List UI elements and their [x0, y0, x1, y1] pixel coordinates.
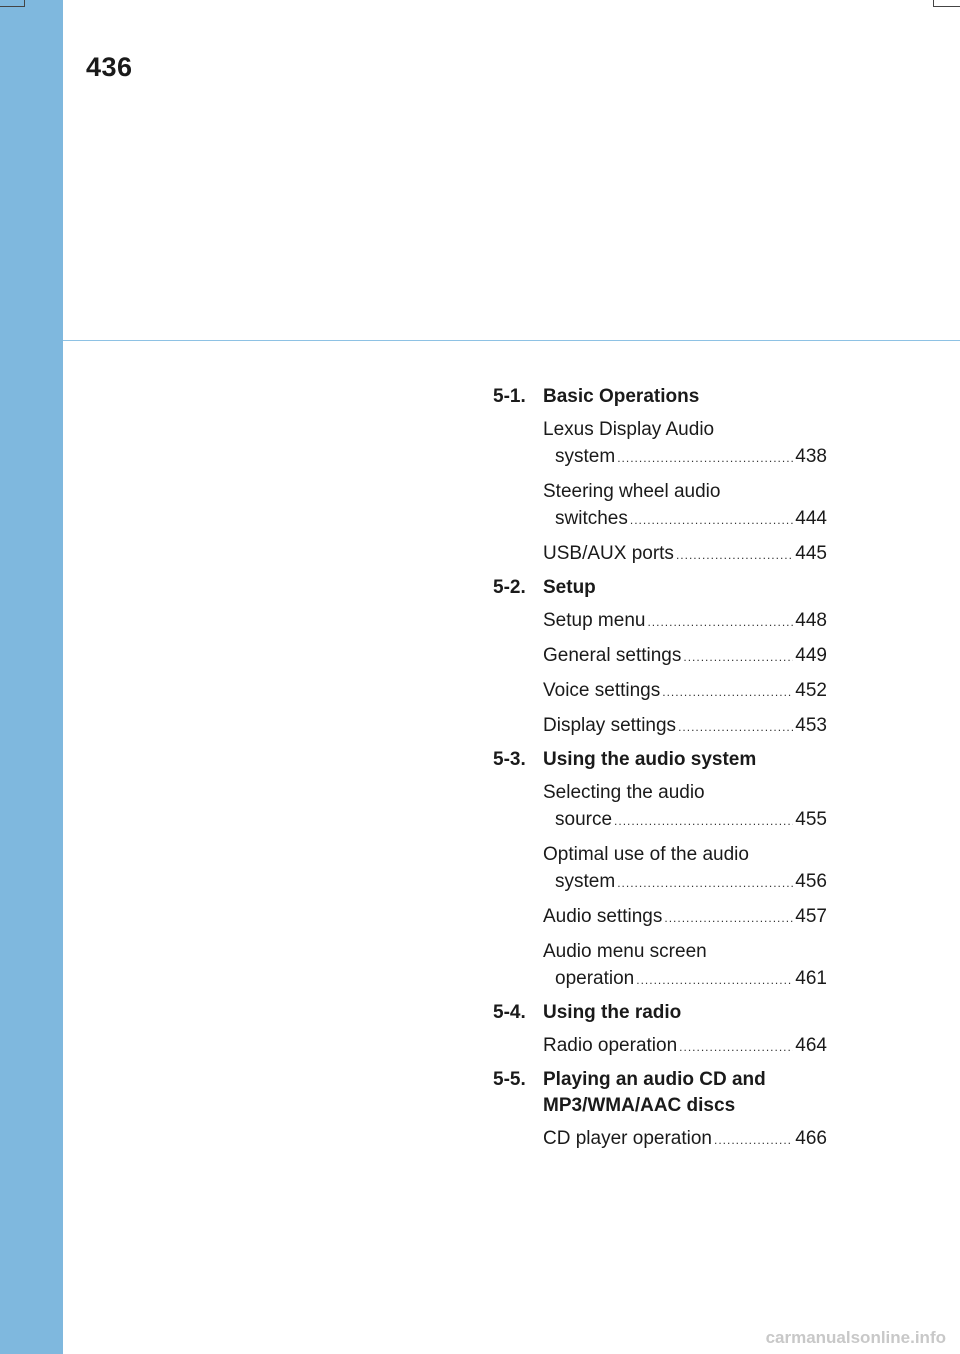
header-divider [63, 340, 960, 341]
toc-section [493, 1000, 827, 1061]
entry-title: system [555, 446, 616, 467]
entry-title: source [555, 809, 613, 830]
entry-title-line: Audio menu screen [543, 941, 707, 962]
entry-title: operation [555, 968, 635, 989]
dot-leader [679, 1034, 793, 1061]
entry-title: General settings [543, 645, 682, 666]
dot-leader [617, 445, 793, 472]
page-reference: 461 [795, 968, 827, 989]
section-number: 5-1. [493, 386, 526, 407]
entry-title: Setup menu [543, 610, 646, 631]
page-number: 436 [86, 52, 133, 82]
dot-leader [664, 905, 793, 932]
page-reference: 444 [795, 508, 827, 529]
toc-entry[interactable] [543, 478, 827, 534]
page-reference: 438 [795, 446, 827, 467]
dot-leader [683, 644, 793, 671]
section-number: 5-2. [493, 577, 526, 598]
entry-title: CD player operation [543, 1128, 712, 1149]
dot-leader [636, 967, 793, 994]
section-title: Basic Operations [543, 386, 700, 407]
side-color-band [0, 0, 63, 1354]
section-title: Setup [543, 577, 596, 598]
toc-section [493, 384, 827, 569]
table-of-contents [493, 384, 827, 1160]
toc-entry[interactable] [543, 1125, 827, 1154]
page-reference: 448 [795, 610, 827, 631]
entry-title: Audio settings [543, 906, 663, 927]
entry-title: USB/AUX ports [543, 543, 674, 564]
toc-entry[interactable] [543, 903, 827, 932]
entry-title: system [555, 871, 616, 892]
page-reference: 466 [795, 1128, 827, 1149]
crop-mark-left [0, 0, 25, 7]
crop-mark-right [933, 0, 960, 7]
page-reference: 457 [795, 906, 827, 927]
entry-title-line: Optimal use of the audio [543, 844, 749, 865]
section-heading[interactable] [493, 747, 827, 773]
section-heading[interactable] [493, 1067, 827, 1119]
toc-entry[interactable] [543, 416, 827, 472]
toc-entry[interactable] [543, 1032, 827, 1061]
section-number: 5-3. [493, 749, 526, 770]
entry-title-line: Selecting the audio [543, 782, 705, 803]
page-reference: 452 [795, 680, 827, 701]
section-number: 5-5. [493, 1069, 526, 1090]
section-title: Using the radio [543, 1002, 682, 1023]
dot-leader [714, 1127, 793, 1154]
dot-leader [614, 808, 793, 835]
page-reference: 455 [795, 809, 827, 830]
toc-entry[interactable] [543, 642, 827, 671]
section-title: Playing an audio CD and MP3/WMA/AAC discs [543, 1069, 766, 1116]
entry-title: Display settings [543, 715, 677, 736]
entry-title: Radio operation [543, 1035, 678, 1056]
dot-leader [676, 542, 793, 569]
page-reference: 464 [795, 1035, 827, 1056]
toc-entry[interactable] [543, 938, 827, 994]
toc-entry[interactable] [543, 607, 827, 636]
toc-entry[interactable] [543, 540, 827, 569]
entry-title-line: Steering wheel audio [543, 481, 721, 502]
dot-leader [662, 679, 793, 706]
page-reference: 445 [795, 543, 827, 564]
section-heading[interactable] [493, 384, 827, 410]
dot-leader [678, 714, 793, 741]
watermark: carmanualsonline.info [765, 1328, 946, 1347]
page-reference: 453 [795, 715, 827, 736]
page-reference: 456 [795, 871, 827, 892]
toc-entry[interactable] [543, 841, 827, 897]
toc-section [493, 1067, 827, 1154]
dot-leader [617, 870, 793, 897]
toc-entry[interactable] [543, 677, 827, 706]
section-heading[interactable] [493, 575, 827, 601]
toc-entry[interactable] [543, 712, 827, 741]
page-reference: 449 [795, 645, 827, 666]
toc-section [493, 575, 827, 741]
dot-leader [630, 507, 793, 534]
section-number: 5-4. [493, 1002, 526, 1023]
section-title: Using the audio system [543, 749, 757, 770]
dot-leader [647, 609, 793, 636]
entry-title: Voice settings [543, 680, 661, 701]
toc-section [493, 747, 827, 994]
entry-title: switches [555, 508, 628, 529]
entry-title-line: Lexus Display Audio [543, 419, 715, 440]
toc-entry[interactable] [543, 779, 827, 835]
section-heading[interactable] [493, 1000, 827, 1026]
